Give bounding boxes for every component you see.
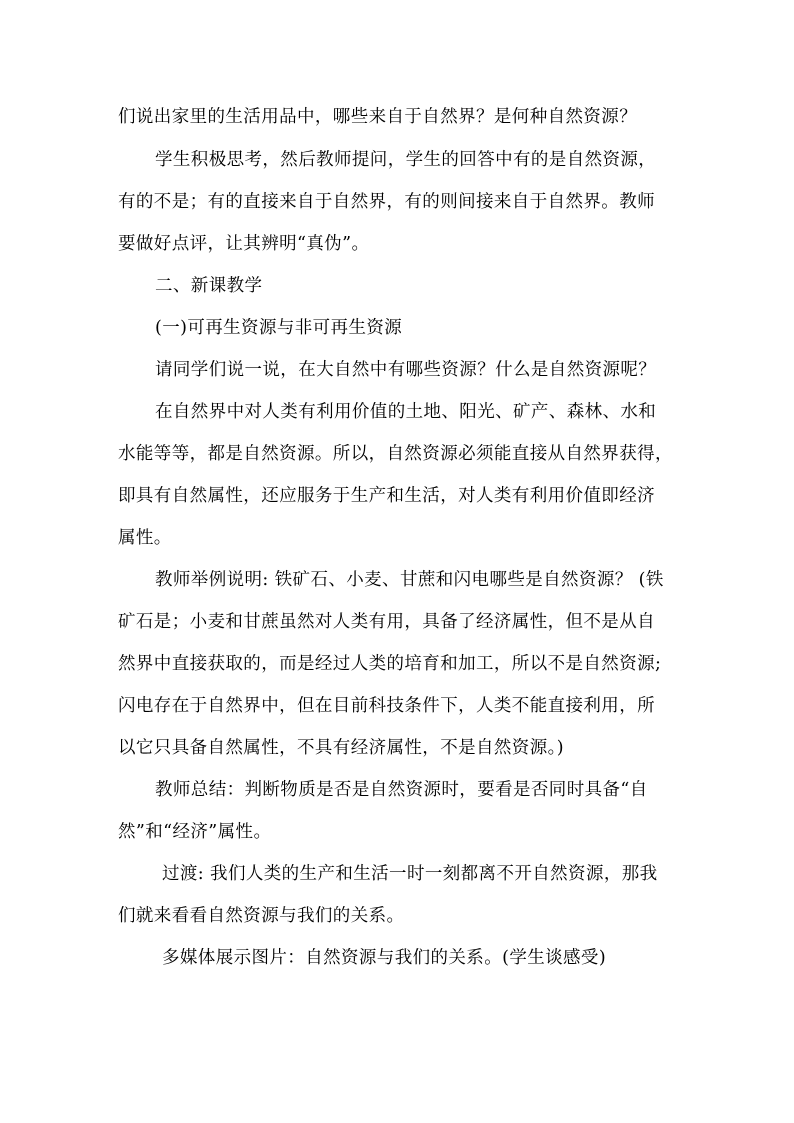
text-line-4: 要做好点评，让其辨明“真伪”。 (118, 234, 370, 254)
text-line-19: 过渡: 我们人类的生产和生活一时一刻都离不开自然资源，那我 (162, 864, 658, 884)
text-line-21: 多媒体展示图片：自然资源与我们的关系。(学生谈感受) (162, 948, 607, 968)
text-line-11: 属性。 (118, 528, 172, 548)
text-line-12: 教师举例说明: 铁矿石、小麦、甘蔗和闪电哪些是自然资源？ (铁 (155, 570, 664, 590)
text-line-9: 水能等等，都是自然资源。所以，自然资源必须能直接从自然界获得， (118, 444, 673, 464)
section-heading: 二、新课教学 (155, 276, 263, 296)
text-line-18: 然”和“经济”属性。 (118, 822, 272, 842)
text-line-17: 教师总结：判断物质是否是自然资源时，要看是否同时具备“自 (155, 780, 648, 800)
text-line-13: 矿石是；小麦和甘蔗虽然对人类有用，具备了经济属性，但不是从自 (118, 612, 655, 632)
text-line-20: 们就来看看自然资源与我们的关系。 (118, 906, 405, 926)
text-line-16: 以它只具备自然属性，不具有经济属性，不是自然资源。) (118, 738, 564, 758)
text-line-10: 即具有自然属性，还应服务于生产和生活，对人类有利用价值即经济 (118, 486, 655, 506)
subsection-heading: (一)可再生资源与非可再生资源 (155, 318, 403, 338)
text-line-1: 们说出家里的生活用品中，哪些来自于自然界？是何种自然资源？ (118, 107, 638, 127)
text-line-8: 在自然界中对人类有利用价值的土地、阳光、矿产、森林、水和 (155, 402, 657, 422)
text-line-15: 闪电存在于自然界中，但在目前科技条件下，人类不能直接利用，所 (118, 696, 655, 716)
text-line-3: 有的不是；有的直接来自于自然界，有的则间接来自于自然界。教师 (118, 192, 655, 212)
text-line-7: 请同学们说一说，在大自然中有哪些资源？什么是自然资源呢？ (155, 360, 657, 380)
text-line-2: 学生积极思考，然后教师提问，学生的回答中有的是自然资源， (155, 150, 657, 170)
text-line-14: 然界中直接获取的，而是经过人类的培育和加工，所以不是自然资源; (118, 654, 662, 674)
